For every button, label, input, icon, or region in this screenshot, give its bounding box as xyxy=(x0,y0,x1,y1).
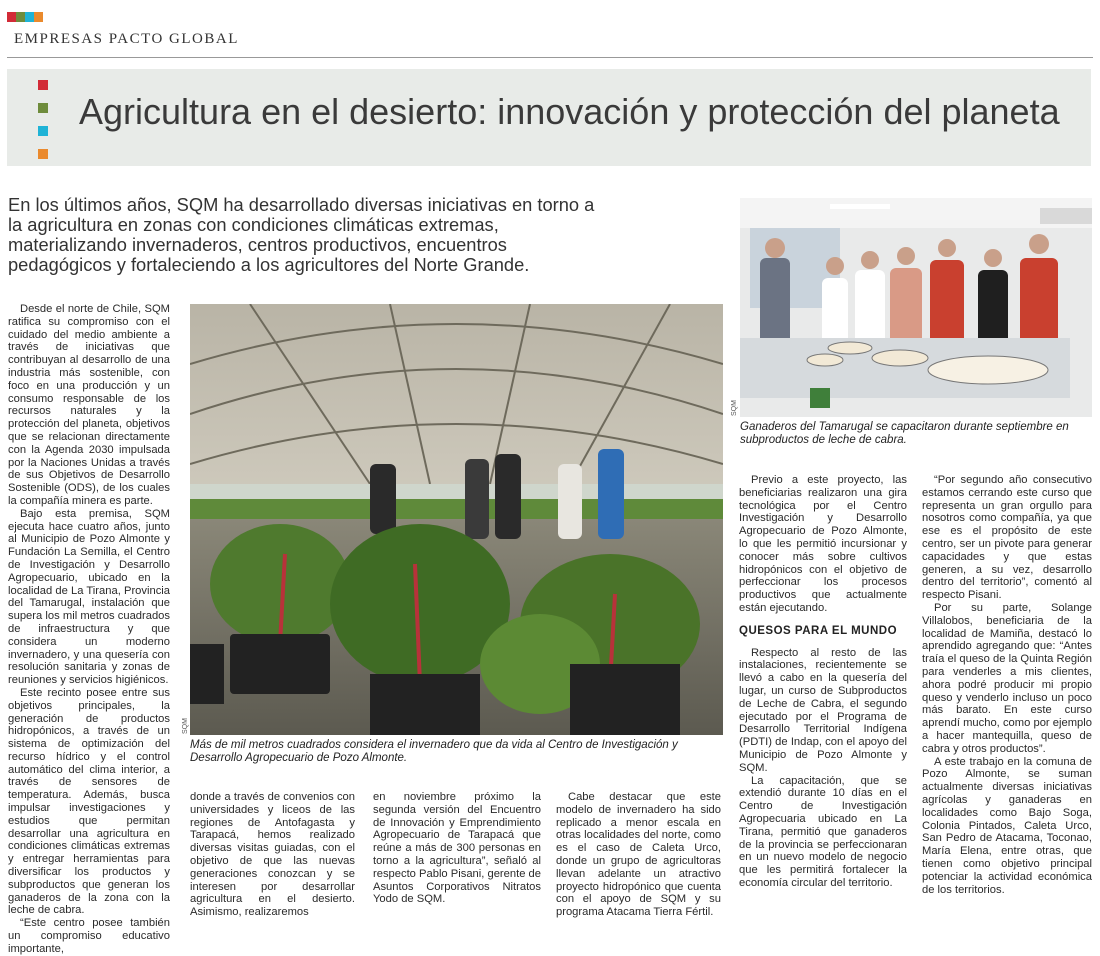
green-square xyxy=(16,12,25,22)
side-photo-caption: Ganaderos del Tamarugal se capacitaron durante septiembre en subproductos de leche de cabra. xyxy=(740,421,1069,446)
paragraph: Por su parte, Solange Villalobos, beneficiaria de la localidad de Mamiña, destacó lo aprendido agregando que: “Antes traía el queso de la Quinta Región para venderles a mis clientes, ahora podré producir mi propio queso y venderlo incluso un poco más barato. En este curso aprendí mucho, como por ejemplo a hacer mantequilla, queso de cabra y otros productos”. xyxy=(922,601,1092,755)
main-photo-caption: Más de mil metros cuadrados considera el invernadero que da vida al Centro de Investigación y Desarrollo Agropecuario de Pozo Almonte. xyxy=(190,739,678,764)
orange-square xyxy=(38,149,48,159)
cheese-workshop-photo xyxy=(740,198,1092,417)
intro-text: En los últimos años, SQM ha desarrollado diversas iniciativas en torno a la agricultura en zonas con condiciones climáticas extremas, materializando invernaderos, centros productivos, encuentros pedagógicos y fortaleciendo a los agricultores del Norte Grande. xyxy=(8,194,595,275)
side-photo-credit: SQM xyxy=(731,400,738,416)
red-square xyxy=(38,80,48,90)
body-column-2 xyxy=(190,791,355,919)
article-intro xyxy=(8,195,608,275)
paragraph: Cabe destacar que este modelo de invernadero ha sido replicado a menor escala en otras localidades del norte, como es el caso de Caleta Urco, donde un grupo de agricultoras llevan adelante un atractivo proyecto hidropónico que cuenta con el apoyo de SQM y su programa Atacama Tierra Fértil. xyxy=(556,791,721,919)
paragraph: Este recinto posee entre sus objetivos principales, la generación de productos hidropónicos, a través de un sistema de optimización del recurso hídrico y el control automático del clima interior, a través de sensores de temperatura. Además, busca impulsar investigaciones y estudios que permitan desarrollar una agricultura en condiciones climáticas extremas y entregar herramientas para diversificar los productos y subproductos que generan los ganaderos de la zona con la leche de cabra. xyxy=(8,686,170,917)
body-column-1 xyxy=(8,303,170,956)
paragraph: “Este centro posee también un compromiso educativo importante, xyxy=(8,917,170,955)
divider xyxy=(7,57,1093,58)
body-column-6 xyxy=(922,474,1092,896)
body-column-3 xyxy=(373,791,541,906)
greenhouse-illustration xyxy=(190,304,723,735)
paragraph: A este trabajo en la comuna de Pozo Almonte, se suman actualmente diversas iniciativas agrícolas y ganaderas en localidades como Bajo Soga, Colonia Pintados, Caleta Urco, San Pedro de Atacama, Toconao, María Elena, entre otras, que tienen como objetivo principal potenciar la actividad económica de los territorios. xyxy=(922,755,1092,896)
paragraph: La capacitación, que se extendió durante 10 días en el Centro de Investigación Agropecuaria ubicado en La Tirana, permitió que ganaderos de la provincia se perfeccionaran en un nuevo modelo de negocio que les permitirá fortalecer la economía circular del territorio. xyxy=(739,774,907,889)
paragraph: Previo a este proyecto, las beneficiarias realizaron una gira tecnológica por el Centro Investigación y Desarrollo Agropecuario de Pozo Almonte, lo que les permitió incursionar y conocer más sobre cultivos hidropónicos con el objetivo de perfeccionar los procesos productivos que actualmente están ejecutando. xyxy=(739,474,907,614)
red-square xyxy=(7,12,16,22)
orange-square xyxy=(34,12,43,22)
paragraph: Desde el norte de Chile, SQM ratifica su compromiso con el cuidado del medio ambiente a través de iniciativas que contribuyan al desarrollo de una industria más sostenible, con foco en una producción y un consumo responsable de los recursos naturales y la protección del planeta, objetivos que se relacionan directamente con la Agenda 2030 impulsada por la Naciones Unidas a través de sus Objetivos de Desarrollo Sostenible (ODS), de los cuales la compañía minera es parte. xyxy=(8,303,170,507)
body-column-5 xyxy=(739,474,907,890)
paragraph: en noviembre próximo la segunda versión del Encuentro de Innovación y Emprendimiento Agropecuario de Tarapacá que reúne a más de 300 personas en torno a la agricultura”, señaló al respecto Pablo Pisani, gerente de Asuntos Corporativos Nitratos Yodo de SQM. xyxy=(373,791,541,906)
cyan-square xyxy=(25,12,34,22)
photo-credit: SQM xyxy=(182,718,189,734)
title-squares xyxy=(38,80,48,172)
paragraph: donde a través de convenios con universidades y liceos de las regiones de Antofagasta y Tarapacá, hemos realizado diversas visitas guiadas, con el objetivo de que las nuevas generaciones conozcan y se interesen por desarrollar agricultura en el desierto. Asimismo, realizaremos xyxy=(190,791,355,919)
cyan-square xyxy=(38,126,48,136)
paragraph: Respecto al resto de las instalaciones, recientemente se llevó a cabo en la quesería del lugar, un curso de Subproductos de Leche de Cabra, el segundo ejecutado por el Programa de Desarrollo Territorial Indígena (PDTI) de Indap, con el apoyo del Municipio de Pozo Almonte y SQM. xyxy=(739,646,907,774)
greenhouse-photo xyxy=(190,304,723,735)
subheading: QUESOS PARA EL MUNDO xyxy=(739,624,898,637)
body-column-4 xyxy=(556,791,721,919)
brand-color-bar xyxy=(7,12,43,22)
paragraph: “Por segundo año consecutivo estamos cerrando este curso que representa un gran orgullo para nosotros como compañía, ya que ese es el propósito de este centro, ser un pivote para generar capacidades y que estas generen, a su vez, desarrollo dentro del territorio”, comentó al respecto Pisani. xyxy=(922,474,1092,602)
green-square xyxy=(38,103,48,113)
workshop-illustration xyxy=(740,198,1092,417)
paragraph: Bajo esta premisa, SQM ejecuta hace cuatro años, junto al Municipio de Pozo Almonte y Fundación La Semilla, el Centro de Investigación y Desarrollo Agropecuario, ubicado en la localidad de La Tirana, Provincia del Tamarugal, instalación que supera los mil metros cuadrados de infraestructura y que considera un moderno invernadero, y una quesería con resolución sanitaria y zonas de reuniones y servicios higiénicos. xyxy=(8,507,170,687)
article-title: Agricultura en el desierto: innovación y protección del planeta xyxy=(79,91,1060,132)
section-label: EMPRESAS PACTO GLOBAL xyxy=(14,31,239,47)
